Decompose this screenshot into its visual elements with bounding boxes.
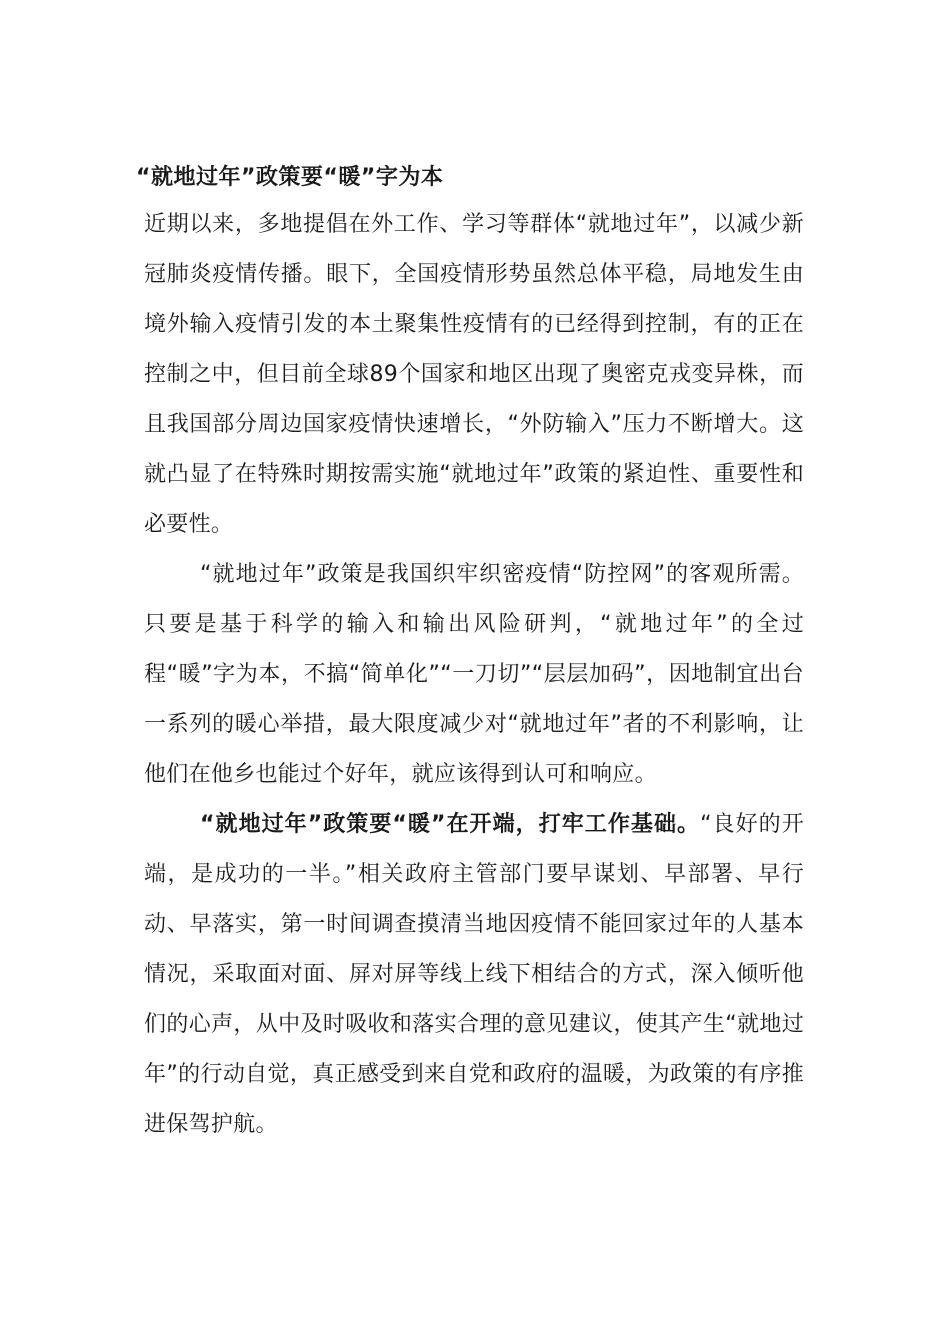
paragraph-2 — [144, 550, 804, 800]
paragraph-3 — [144, 800, 804, 1150]
paragraph-3-lead: “就地过年”政策要“暖”在开端，打牢工作基础。 — [200, 812, 701, 837]
document-title: “就地过年”政策要“暖”字为本 — [136, 165, 444, 190]
paragraph-1 — [144, 200, 804, 550]
paragraph-2-text: “就地过年”政策是我国织牢织密疫情“防控网”的客观所需。只要是基于科学的输入和输出风险研判，“就地过年”的全过程“暖”字为本，不搞“简单化”“一刀切”“层层加码”，因地制宜出台一系列的暖心举措，最大限度减少对“就地过年”者的不利影响，让他们在他乡也能过个好年，就应该得到认可和响应。 — [144, 562, 804, 787]
paragraph-1-text: 近期以来，多地提倡在外工作、学习等群体“就地过年”，以减少新冠肺炎疫情传播。眼下，全国疫情形势虽然总体平稳，局地发生由境外输入疫情引发的本土聚集性疫情有的已经得到控制，有的正在控制之中，但目前全球89个国家和地区出现了奥密克戎变异株，而且我国部分周边国家疫情快速增长，“外防输入”压力不断增大。这就凸显了在特殊时期按需实施“就地过年”政策的紧迫性、重要性和必要性。 — [144, 212, 804, 537]
document-body — [136, 160, 804, 1150]
paragraph-3-text: “良好的开端，是成功的一半。”相关政府主管部门要早谋划、早部署、早行动、早落实，第一时间调查摸清当地因疫情不能回家过年的人基本情况，采取面对面、屏对屏等线上线下相结合的方式，深入倾听他们的心声，从中及时吸收和落实合理的意见建议，使其产生“就地过年”的行动自觉，真正感受到来自党和政府的温暖，为政策的有序推进保驾护航。 — [144, 812, 804, 1137]
